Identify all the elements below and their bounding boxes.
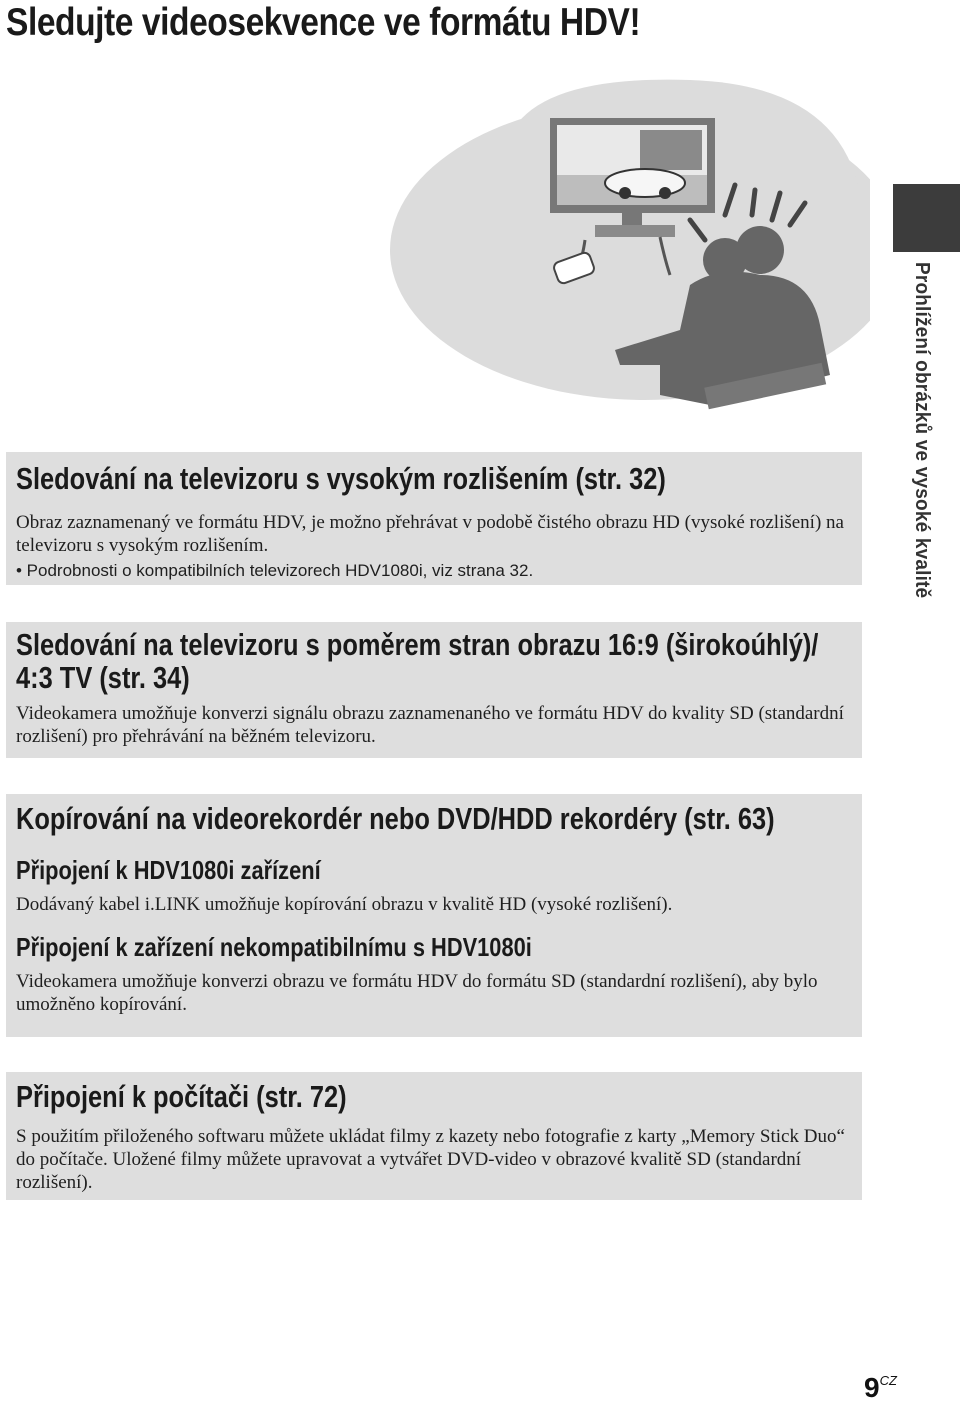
screen-building <box>640 130 702 170</box>
side-tab <box>893 184 960 252</box>
page-number-suffix: CZ <box>879 1373 897 1388</box>
subsection-body: Videokamera umožňuje konverzi obrazu ve formátu HDV do formátu SD (standardní rozlišení), aby bylo umožněno kopírování. <box>16 971 818 1015</box>
screen-car <box>605 169 685 197</box>
tv-neck <box>622 213 642 225</box>
tv-stand <box>595 225 675 237</box>
section-body: Videokamera umožňuje konverzi signálu obrazu zaznamenaného ve formátu HDV do kvality SD (standardní rozlišení) pro přehrávání na běžném televizoru. <box>16 703 844 747</box>
section-copy-recorder <box>6 794 862 1037</box>
section-heading: Připojení k počítači (str. 72) <box>16 1079 347 1114</box>
page-number-value: 9 <box>864 1372 880 1403</box>
section-heading-line2: 4:3 TV (str. 34) <box>16 660 190 695</box>
section-heading-line1: Sledování na televizoru s poměrem stran obrazu 16:9 (širokoúhlý)/ <box>16 627 819 662</box>
side-label: Prohlížení obrázků ve vysoké kvalitě <box>911 262 933 599</box>
page-number <box>864 1372 897 1404</box>
section-bullet: • Podrobnosti o kompatibilních televizorech HDV1080i, viz strana 32. <box>16 561 534 580</box>
screen-car-wheel <box>619 187 631 199</box>
section-computer <box>6 1072 862 1200</box>
subsection-heading: Připojení k HDV1080i zařízení <box>16 855 321 885</box>
section-heading: Kopírování na videorekordér nebo DVD/HDD rekordéry (str. 63) <box>16 801 775 836</box>
section-widescreen-tv <box>6 622 862 758</box>
section-heading: Sledování na televizoru s vysokým rozlišením (str. 32) <box>16 461 666 496</box>
tv-viewing-illustration <box>360 75 870 420</box>
section-body: Obraz zaznamenaný ve formátu HDV, je možno přehrávat v podobě čistého obrazu HD (vysoké rozlišení) na televizoru s vysokým rozlišením. <box>16 512 844 556</box>
screen-car-wheel <box>659 187 671 199</box>
subsection-body: Dodávaný kabel i.LINK umožňuje kopírování obrazu v kvalitě HD (vysoké rozlišení). <box>16 894 673 915</box>
subsection-heading: Připojení k zařízení nekompatibilnímu s HDV1080i <box>16 932 532 962</box>
section-hd-tv <box>6 452 862 585</box>
page-title: Sledujte videosekvence ve formátu HDV! <box>6 1 641 44</box>
section-body: S použitím přiloženého softwaru můžete ukládat filmy z kazety nebo fotografie z karty „Memory Stick Duo“ do počítače. Uložené filmy můžete upravovat a vytvářet DVD-video v obrazové kvalitě SD (standardní rozlišení). <box>16 1126 845 1193</box>
